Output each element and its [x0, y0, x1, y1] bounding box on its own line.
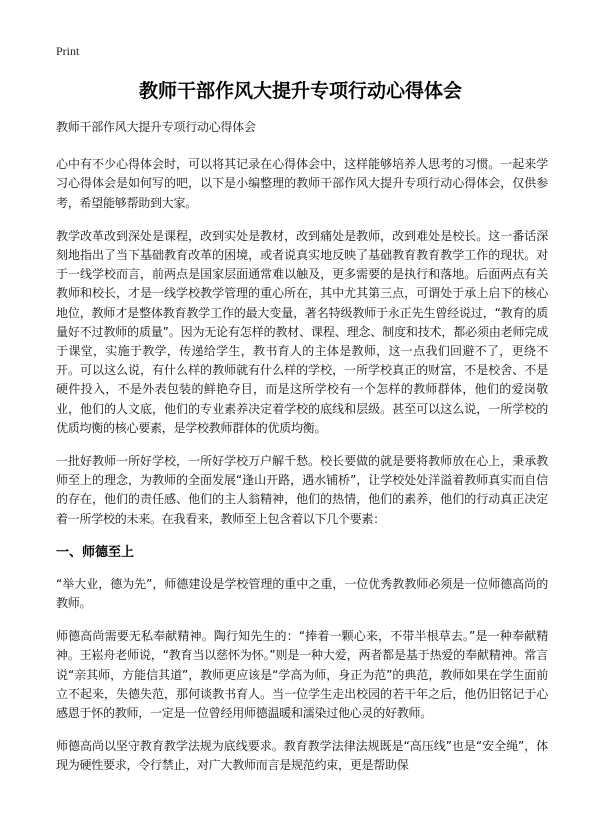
- article-subtitle: 教师干部作风大提升专项行动心得体会: [56, 120, 256, 134]
- section-1-paragraph-2: 师德高尚需要无私奉献精神。陶行知先生的：“捧着一颗心来，不带半根草去。”是一种奉献精神。王崧舟老师说，“教育当以慈怀为怀。”则是一种大爱，两者都是基于热爱的奉献精神。常言说“亲其师，方能信其道”，教师更应该是“学高为师，身正为范”的典范，教师如果在学生面前立不起来，失德失范，那何谈教书育人。当一位学生走出校园的若干年之后，他仍旧铭记于心感恩于怀的教师，一定是一位曾经用师德温暖和濡染过他心灵的好教师。: [56, 629, 548, 721]
- article-body: [56, 118, 548, 790]
- section-1-paragraph-1: “举大业，德为先”，师德建设是学校管理的重中之重，一位优秀教教师必须是一位师德高尚的教师。: [56, 576, 548, 611]
- section-heading-1: 一、师德至上: [56, 544, 135, 560]
- body-paragraph-1: 教学改革改到深处是课程，改到实处是教材，改到痛处是教师，改到难处是校长。这一番话深刻地指出了当下基础教育改革的困境，或者说真实地反映了基础教育教育教学工作的现状。对于一线学校而言，前两点是国家层面通常难以触及，更多需要的是执行和落地。后面两点有关教师和校长，才是一线学校教学管理的重心所在，其中尤其第三点，可谓处于承上启下的核心地位，教师才是整体教育教学工作的最大变量，著名特级教师于永正先生曾经说过，“教育的质量好不过教师的质量”。因为无论有怎样的教材、课程、理念、制度和技术，都必须由老师完成于课堂，实施于教学，传递给学生，教书育人的主体是教师，这一点我们回避不了，更绕不开。可以这么说，有什么样的教师就有什么样的学校，一所学校真正的财富，不是校舍、不是硬件投入，不是外表包装的鲜艳夺目，而是这所学校有一个怎样的教师群体，他们的爱岗敬业，他们的人文底，他们的专业素养决定着学校的底线和层级。甚至可以这么说，一所学校的优质均衡的核心要素，是学校教师群体的优质均衡。: [56, 228, 548, 435]
- section-1-paragraph-3: 师德高尚以坚守教育教学法规为底线要求。教育教学法律法规既是“高压线”也是“安全绳”，体现为硬性要求，令行禁止，对广大教师而言是规范约束，更是帮助保: [56, 739, 548, 773]
- body-paragraph-2: 一批好教师一所好学校，一所好学校万户解千愁。校长要做的就是要将教师放在心上，秉承教师至上的理念，为教师的全面发展“逢山开路，遇水铺桥”，让学校处处洋溢着教师真实而自信的存在，他们的责任感、他们的主人翁精神，他们的热情，他们的素养，他们的行动真正决定着一所学校的未来。在我看来，教师至上包含着以下几个要素：: [56, 454, 548, 526]
- print-link[interactable]: Print: [56, 44, 80, 58]
- article-title: 教师干部作风大提升专项行动心得体会: [138, 80, 462, 102]
- intro-paragraph: 心中有不少心得体会时，可以将其记录在心得体会中，这样能够培养人思考的习惯。一起来学习心得体会是如何写的吧，以下是小编整理的教师干部作风大提升专项行动心得体会，仅供参考，希望能够帮助到大家。: [56, 157, 548, 210]
